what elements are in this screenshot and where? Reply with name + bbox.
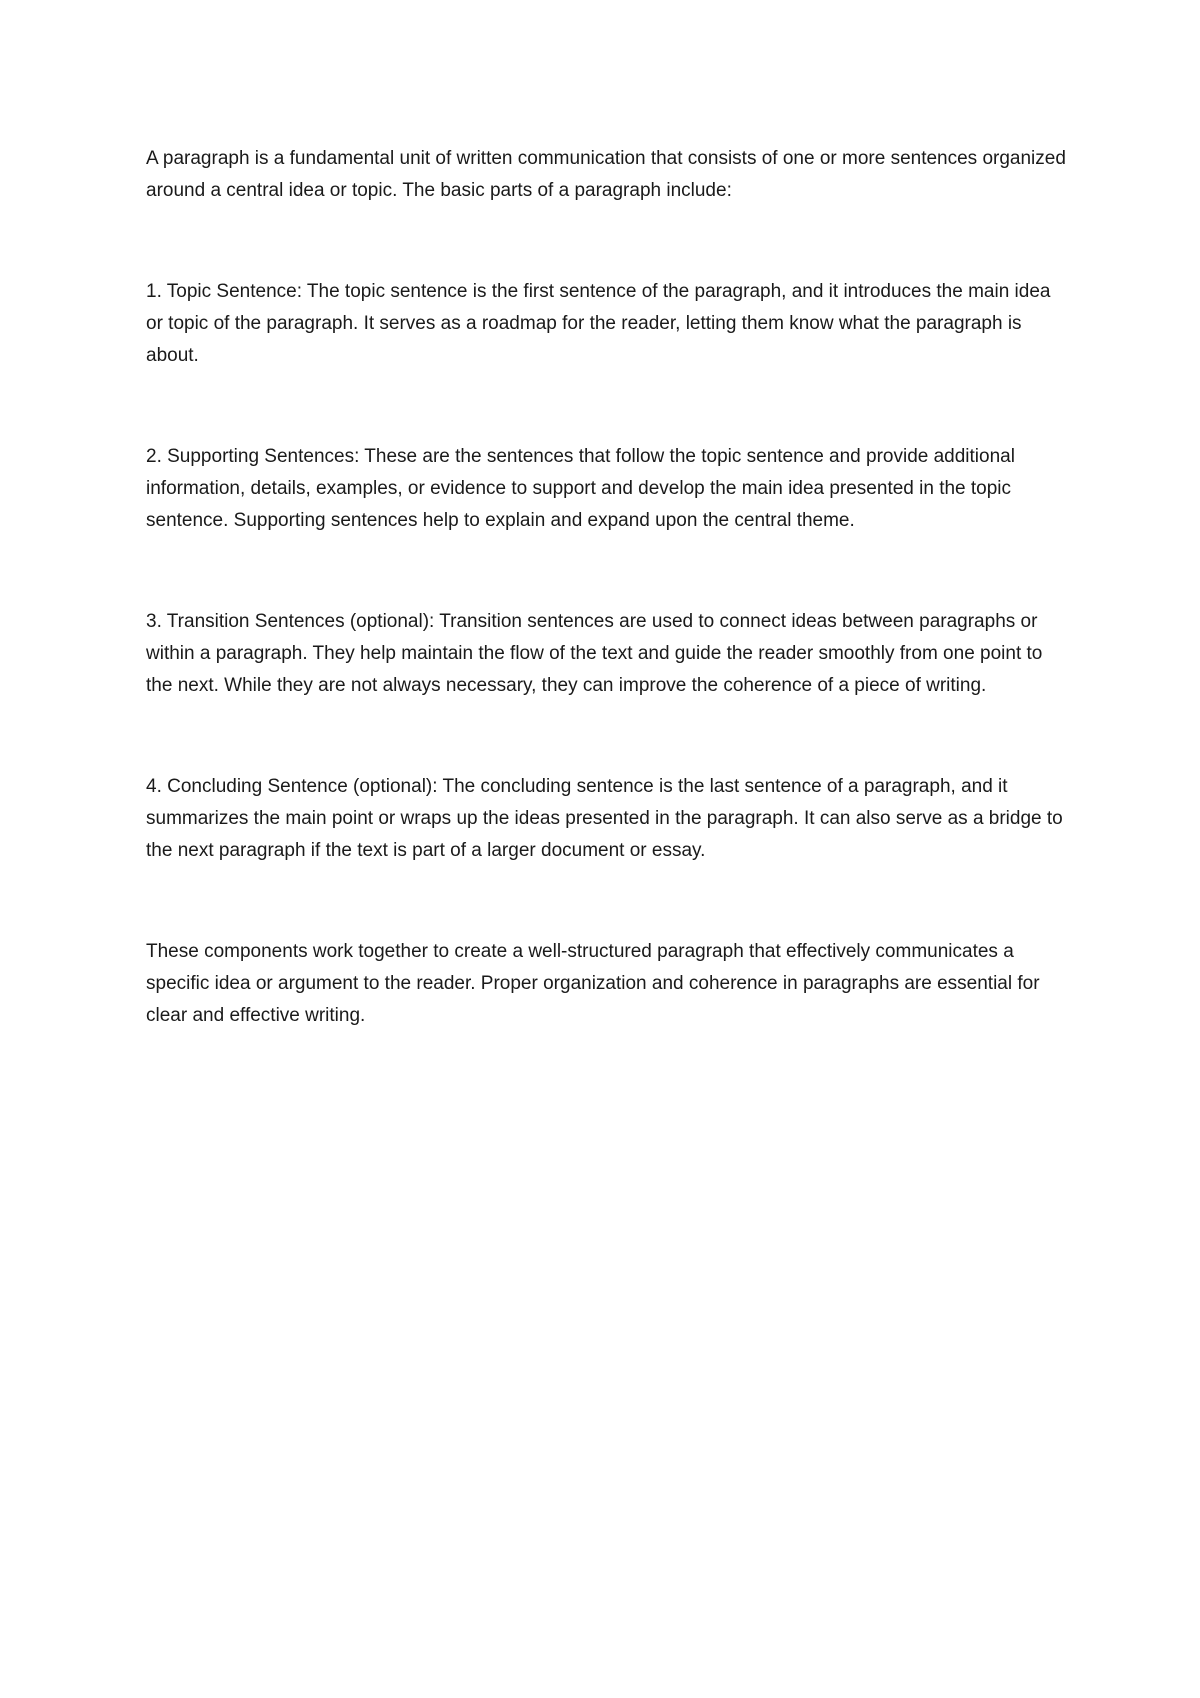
supporting-sentences-paragraph: 2. Supporting Sentences: These are the sentences that follow the topic sentence and provide additional information, details, examples, or evidence to support and develop the main idea presented in the topic sentence. Supporting sentences help to explain and expand upon the central theme.	[146, 446, 1015, 531]
paragraph-spacer	[146, 702, 1066, 771]
paragraph-spacer	[146, 207, 1066, 276]
paragraph-spacer	[146, 372, 1066, 441]
paragraph-spacer	[146, 537, 1066, 606]
topic-sentence-paragraph: 1. Topic Sentence: The topic sentence is the first sentence of the paragraph, and it introduces the main idea or topic of the paragraph. It serves as a roadmap for the reader, letting them know what the paragraph is about.	[146, 281, 1051, 366]
intro-paragraph: A paragraph is a fundamental unit of written communication that consists of one or more sentences organized around a central idea or topic. The basic parts of a paragraph include:	[146, 148, 1066, 201]
paragraph-spacer	[146, 867, 1066, 936]
summary-paragraph: These components work together to create a well-structured paragraph that effectively communicates a specific idea or argument to the reader. Proper organization and coherence in paragraphs are essential for clear and effective writing.	[146, 941, 1040, 1026]
transition-sentences-paragraph: 3. Transition Sentences (optional): Transition sentences are used to connect ideas between paragraphs or within a paragraph. They help maintain the flow of the text and guide the reader smoothly from one point to the next. While they are not always necessary, they can improve the coherence of a piece of writing.	[146, 611, 1043, 696]
document-body	[146, 143, 1066, 1032]
concluding-sentence-paragraph: 4. Concluding Sentence (optional): The concluding sentence is the last sentence of a paragraph, and it summarizes the main point or wraps up the ideas presented in the paragraph. It can also serve as a bridge to the next paragraph if the text is part of a larger document or essay.	[146, 776, 1063, 861]
